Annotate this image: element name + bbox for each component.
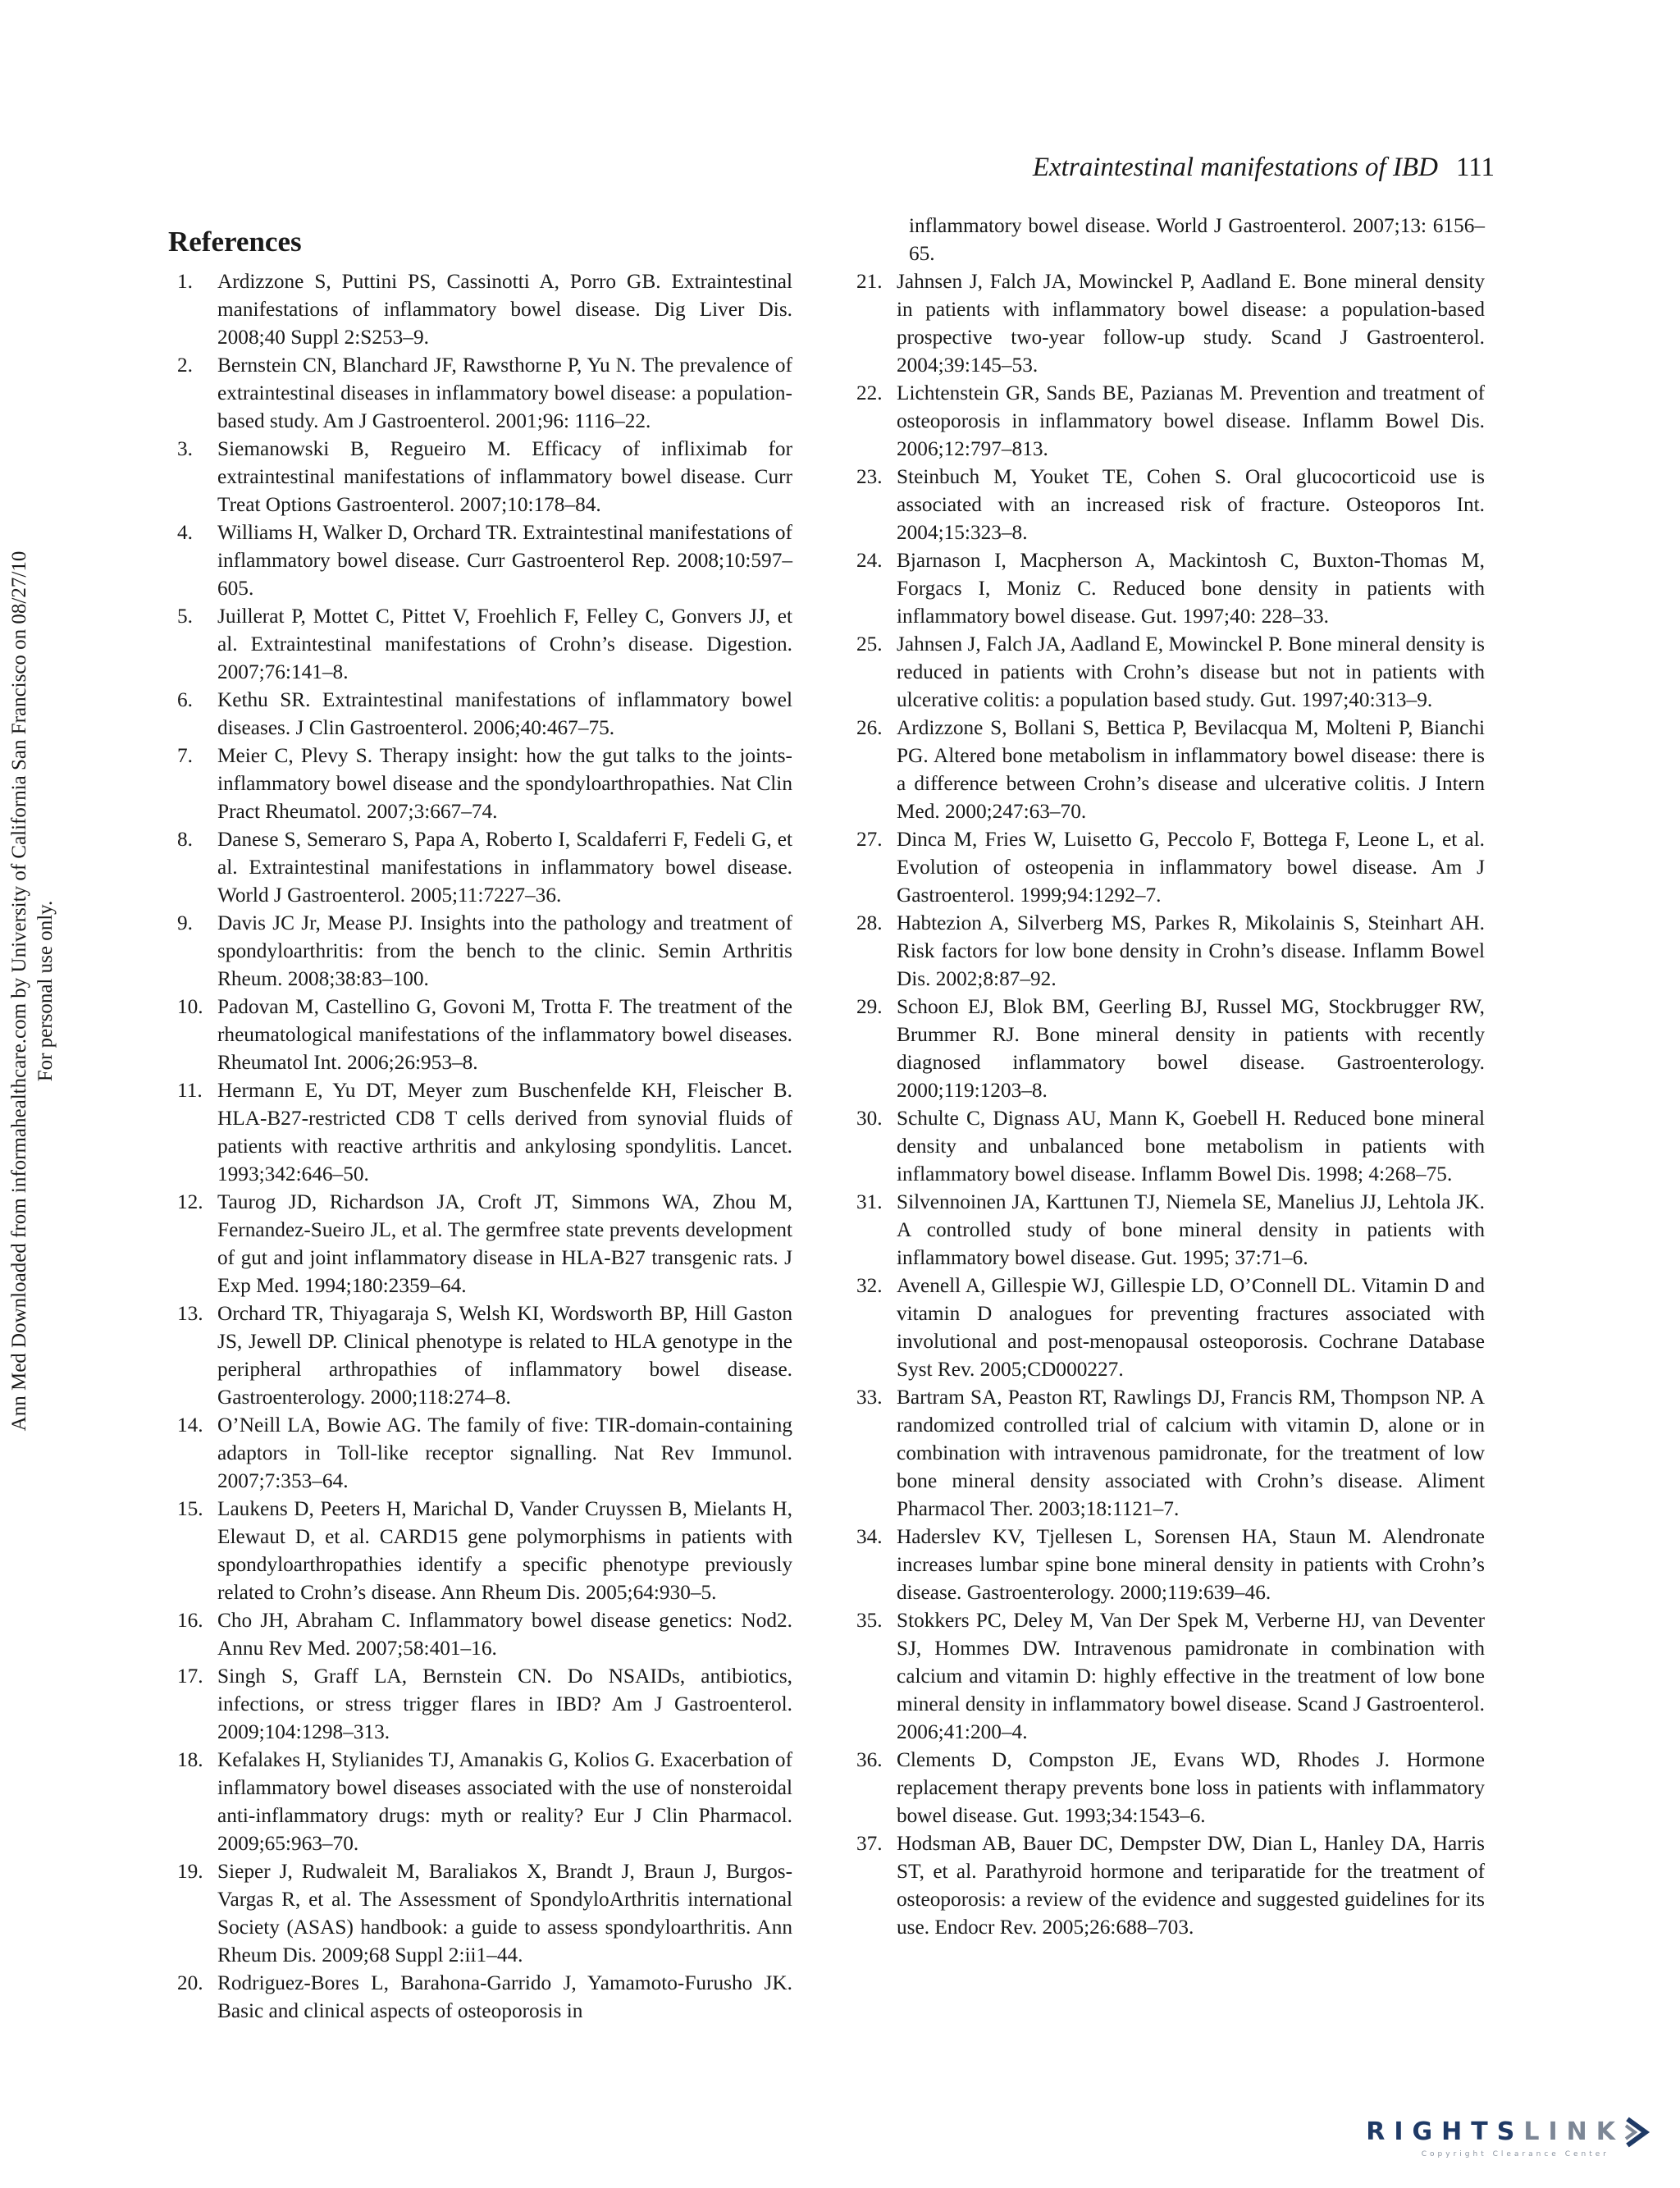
reference-item [177, 267, 792, 351]
reference-text: Cho JH, Abraham C. Inflammatory bowel disease genetics: Nod2. Annu Rev Med. 2007;58:401–16. [217, 1609, 792, 1660]
reference-item [177, 1188, 792, 1300]
reference-text: inflammatory bowel disease. World J Gastroenterol. 2007;13: 6156–65. [909, 214, 1485, 265]
reference-item [177, 1606, 792, 1662]
reference-number: 19. [177, 1860, 203, 1883]
reference-text: Habtezion A, Silverberg MS, Parkes R, Mikolainis S, Steinhart AH. Risk factors for low bone density in Crohn’s disease. Inflamm Bowel Dis. 2002;8:87–92. [897, 911, 1485, 990]
reference-text: Siemanowski B, Regueiro M. Efficacy of infliximab for extraintestinal manifestations of inflammatory bowel disease. Curr Treat Options Gastroenterol. 2007;10:178–84. [217, 437, 792, 516]
reference-item [177, 435, 792, 518]
reference-text: Danese S, Semeraro S, Papa A, Roberto I, Scaldaferri F, Fedeli G, et al. Extraintestinal manifestations in inflammatory bowel disease. World J Gastroenterol. 2005;11:7227–36. [217, 828, 792, 907]
reference-text: Kefalakes H, Stylianides TJ, Amanakis G, Kolios G. Exacerbation of inflammatory bowel diseases associated with the use of nonsteroidal anti-inflammatory drugs: myth or reality? Eur J Clin Pharmacol. 2009;65:963–70. [217, 1748, 792, 1855]
reference-text: Hermann E, Yu DT, Meyer zum Buschenfelde KH, Fleischer B. HLA-B27-restricted CD8 T cells derived from synovial fluids of patients with reactive arthritis and ankylosing spondylitis. Lancet. 1993;342:646–50. [217, 1079, 792, 1185]
reference-number: 18. [177, 1748, 203, 1771]
reference-number: 34. [856, 1525, 883, 1548]
rightslink-arrow-icon [1624, 2116, 1650, 2149]
reference-item [856, 267, 1485, 379]
reference-item [856, 1746, 1485, 1829]
reference-item [177, 351, 792, 435]
reference-text: Hodsman AB, Bauer DC, Dempster DW, Dian L, Hanley DA, Harris ST, et al. Parathyroid hormone and teriparatide for the treatment of osteoporosis: a review of the evidence and suggested guidelines for its use. Endocr Rev. 2005;26:688–703. [897, 1832, 1485, 1939]
rightslink-wordmark [1366, 2117, 1624, 2146]
reference-item [177, 1746, 792, 1857]
running-head-title: Extraintestinal manifestations of IBD [1032, 153, 1438, 182]
section-title: References [168, 226, 302, 258]
reference-text: Dinca M, Fries W, Luisetto G, Peccolo F, Bottega F, Leone L, et al. Evolution of osteopenia in inflammatory bowel disease. Am J Gastroenterol. 1999;94:1292–7. [897, 828, 1485, 907]
reference-list-left [177, 267, 792, 2025]
reference-item [177, 909, 792, 993]
reference-number: 6. [177, 688, 193, 711]
rightslink-tagline: Copyright Clearance Center [1421, 2150, 1609, 2158]
reference-number: 14. [177, 1414, 203, 1437]
reference-item [856, 1272, 1485, 1383]
reference-number: 35. [856, 1609, 883, 1632]
reference-number: 7. [177, 744, 193, 767]
reference-item [177, 602, 792, 686]
reference-item [856, 1606, 1485, 1746]
reference-item [177, 1857, 792, 1969]
reference-number: 28. [856, 911, 883, 934]
reference-item [177, 686, 792, 742]
reference-item [177, 1495, 792, 1606]
reference-number: 2. [177, 354, 193, 377]
reference-text: Orchard TR, Thiyagaraja S, Welsh KI, Wordsworth BP, Hill Gaston JS, Jewell DP. Clinical phenotype is related to HLA genotype in the peripheral arthropathies of inflammatory bowel disease. Gastroenterology. 2000;118:274–8. [217, 1302, 792, 1409]
reference-text: Kethu SR. Extraintestinal manifestations of inflammatory bowel diseases. J Clin Gastroenterol. 2006;40:467–75. [217, 688, 792, 739]
reference-item [856, 1104, 1485, 1188]
reference-text: Haderslev KV, Tjellesen L, Sorensen HA, Staun M. Alendronate increases lumbar spine bone mineral density in patients with Crohn’s disease. Gastroenterology. 2000;119:639–46. [897, 1525, 1485, 1604]
download-notice-line: Ann Med Downloaded from informahealthcare.com by University of California San Francisco on 08/27/10 [8, 550, 30, 1432]
reference-number: 8. [177, 828, 193, 851]
rightslink-word-link: LINK [1523, 2117, 1624, 2146]
reference-text: Williams H, Walker D, Orchard TR. Extraintestinal manifestations of inflammatory bowel disease. Curr Gastroenterol Rep. 2008;10:597–605. [217, 521, 792, 600]
reference-text: Steinbuch M, Youket TE, Cohen S. Oral glucocorticoid use is associated with an increased risk of fracture. Osteoporos Int. 2004;15:323–8. [897, 465, 1485, 544]
reference-number: 30. [856, 1107, 883, 1130]
reference-number: 22. [856, 381, 883, 404]
reference-item [177, 993, 792, 1076]
reference-list-right [856, 212, 1485, 1941]
running-head [1033, 148, 1495, 187]
reference-number: 24. [856, 549, 883, 572]
reference-text: Avenell A, Gillespie WJ, Gillespie LD, O’Connell DL. Vitamin D and vitamin D analogues for preventing fractures associated with involutional and post-menopausal osteoporosis. Cochrane Database Syst Rev. 2005;CD000227. [897, 1274, 1485, 1381]
page-number: 111 [1455, 153, 1495, 182]
reference-number: 20. [177, 1971, 203, 1994]
reference-continuation [861, 212, 1485, 267]
reference-number: 12. [177, 1190, 203, 1213]
reference-number: 29. [856, 995, 883, 1018]
reference-item [177, 1662, 792, 1746]
reference-item [856, 1829, 1485, 1941]
reference-text: Schulte C, Dignass AU, Mann K, Goebell H. Reduced bone mineral density and unbalanced bone metabolism in patients with inflammatory bowel disease. Inflamm Bowel Dis. 1998; 4:268–75. [897, 1107, 1485, 1185]
reference-text: Davis JC Jr, Mease PJ. Insights into the pathology and treatment of spondyloarthritis: from the bench to the clinic. Semin Arthritis Rheum. 2008;38:83–100. [217, 911, 792, 990]
reference-item [177, 1411, 792, 1495]
reference-item [177, 1300, 792, 1411]
reference-item [856, 825, 1485, 909]
reference-number: 25. [856, 633, 883, 655]
reference-item [177, 1076, 792, 1188]
reference-item [856, 1523, 1485, 1606]
reference-text: Meier C, Plevy S. Therapy insight: how the gut talks to the joints-inflammatory bowel disease and the spondyloarthropathies. Nat Clin Pract Rheumatol. 2007;3:667–74. [217, 744, 792, 823]
reference-item [177, 742, 792, 825]
reference-number: 9. [177, 911, 193, 934]
reference-item [856, 546, 1485, 630]
reference-text: Ardizzone S, Bollani S, Bettica P, Bevilacqua M, Molteni P, Bianchi PG. Altered bone metabolism in inflammatory bowel disease: there is a difference between Crohn’s disease and ulcerative colitis. J Intern Med. 2000;247:63–70. [897, 716, 1485, 823]
rightslink-word-rights: RIGHTS [1366, 2117, 1524, 2146]
reference-text: Juillerat P, Mottet C, Pittet V, Froehlich F, Felley C, Gonvers JJ, et al. Extraintestinal manifestations of Crohn’s disease. Digestion. 2007;76:141–8. [217, 605, 792, 683]
reference-text: Bartram SA, Peaston RT, Rawlings DJ, Francis RM, Thompson NP. A randomized controlled trial of calcium with vitamin D, alone or in combination with intravenous pamidronate, for the treatment of low bone mineral density associated with Crohn’s disease. Aliment Pharmacol Ther. 2003;18:1121–7. [897, 1386, 1485, 1520]
reference-number: 15. [177, 1497, 203, 1520]
reference-text: Sieper J, Rudwaleit M, Baraliakos X, Brandt J, Braun J, Burgos-Vargas R, et al. The Assessment of SpondyloArthritis international Society (ASAS) handbook: a guide to assess spondyloarthritis. Ann Rheum Dis. 2009;68 Suppl 2:ii1–44. [217, 1860, 792, 1966]
reference-number: 10. [177, 995, 203, 1018]
reference-number: 16. [177, 1609, 203, 1632]
reference-text: Jahnsen J, Falch JA, Aadland E, Mowinckel P. Bone mineral density is reduced in patients with Crohn’s disease but not in patients with ulcerative colitis: a population based study. Gut. 1997;40:313–9. [897, 633, 1485, 711]
reference-number: 11. [177, 1079, 203, 1102]
reference-text: Taurog JD, Richardson JA, Croft JT, Simmons WA, Zhou M, Fernandez-Sueiro JL, et al. The germfree state prevents development of gut and joint inflammatory disease in HLA-B27 transgenic rats. J Exp Med. 1994;180:2359–64. [217, 1190, 792, 1297]
reference-text: Lichtenstein GR, Sands BE, Pazianas M. Prevention and treatment of osteoporosis in inflammatory bowel disease. Inflamm Bowel Dis. 2006;12:797–813. [897, 381, 1485, 460]
reference-text: Schoon EJ, Blok BM, Geerling BJ, Russel MG, Stockbrugger RW, Brummer RJ. Bone mineral density in patients with recently diagnosed inflammatory bowel disease. Gastroenterology. 2000;119:1203–8. [897, 995, 1485, 1102]
reference-text: Ardizzone S, Puttini PS, Cassinotti A, Porro GB. Extraintestinal manifestations of inflammatory bowel disease. Dig Liver Dis. 2008;40 Suppl 2:S253–9. [217, 270, 792, 349]
download-notice-line: For personal use only. [34, 900, 57, 1082]
reference-item [856, 1188, 1485, 1272]
reference-text: Stokkers PC, Deley M, Van Der Spek M, Verberne HJ, van Deventer SJ, Hommes DW. Intravenous pamidronate in combination with calcium and vitamin D: highly effective in the treatment of low bone mineral density in inflammatory bowel disease. Scand J Gastroenterol. 2006;41:200–4. [897, 1609, 1485, 1743]
reference-number: 17. [177, 1665, 203, 1688]
reference-number: 27. [856, 828, 883, 851]
reference-text: Jahnsen J, Falch JA, Mowinckel P, Aadland E. Bone mineral density in patients with inflammatory bowel disease: a population-based prospective two-year follow-up study. Scand J Gastroenterol. 2004;39:145–53. [897, 270, 1485, 377]
reference-text: Laukens D, Peeters H, Marichal D, Vander Cruyssen B, Mielants H, Elewaut D, et al. CARD15 gene polymorphisms in patients with spondyloarthropathies identify a specific phenotype previously related to Crohn’s disease. Ann Rheum Dis. 2005;64:930–5. [217, 1497, 792, 1604]
reference-item [856, 993, 1485, 1104]
reference-number: 31. [856, 1190, 883, 1213]
reference-item [856, 714, 1485, 825]
reference-number: 26. [856, 716, 883, 739]
download-notice [7, 376, 89, 1606]
reference-number: 36. [856, 1748, 883, 1771]
reference-number: 23. [856, 465, 883, 488]
reference-text: O’Neill LA, Bowie AG. The family of five: TIR-domain-containing adaptors in Toll-like receptor signalling. Nat Rev Immunol. 2007;7:353–64. [217, 1414, 792, 1492]
reference-item [177, 1969, 792, 2025]
reference-text: Silvennoinen JA, Karttunen TJ, Niemela SE, Manelius JJ, Lehtola JK. A controlled study of bone mineral density in patients with inflammatory bowel disease. Gut. 1995; 37:71–6. [897, 1190, 1485, 1269]
reference-text: Clements D, Compston JE, Evans WD, Rhodes J. Hormone replacement therapy prevents bone loss in patients with inflammatory bowel disease. Gut. 1993;34:1543–6. [897, 1748, 1485, 1827]
reference-number: 1. [177, 270, 193, 293]
reference-item [177, 518, 792, 602]
reference-number: 4. [177, 521, 193, 544]
reference-text: Bernstein CN, Blanchard JF, Rawsthorne P, Yu N. The prevalence of extraintestinal diseases in inflammatory bowel disease: a population-based study. Am J Gastroenterol. 2001;96: 1116–22. [217, 354, 792, 432]
reference-number: 33. [856, 1386, 883, 1409]
reference-item [856, 909, 1485, 993]
reference-item [856, 630, 1485, 714]
reference-text: Bjarnason I, Macpherson A, Mackintosh C, Buxton-Thomas M, Forgacs I, Moniz C. Reduced bone density in patients with inflammatory bowel disease. Gut. 1997;40: 228–33. [897, 549, 1485, 628]
reference-text: Rodriguez-Bores L, Barahona-Garrido J, Yamamoto-Furusho JK. Basic and clinical aspects of osteoporosis in [217, 1971, 792, 2022]
reference-item [856, 379, 1485, 463]
reference-number: 37. [856, 1832, 883, 1855]
reference-item [856, 1383, 1485, 1523]
reference-text: Singh S, Graff LA, Bernstein CN. Do NSAIDs, antibiotics, infections, or stress trigger flares in IBD? Am J Gastroenterol. 2009;104:1298–313. [217, 1665, 792, 1743]
reference-text: Padovan M, Castellino G, Govoni M, Trotta F. The treatment of the rheumatological manifestations of the inflammatory bowel diseases. Rheumatol Int. 2006;26:953–8. [217, 995, 792, 1074]
reference-item [856, 463, 1485, 546]
reference-number: 13. [177, 1302, 203, 1325]
reference-number: 21. [856, 270, 883, 293]
reference-number: 5. [177, 605, 193, 628]
reference-item [177, 825, 792, 909]
reference-number: 3. [177, 437, 193, 460]
rightslink-logo[interactable] [1347, 2113, 1650, 2170]
reference-number: 32. [856, 1274, 883, 1297]
